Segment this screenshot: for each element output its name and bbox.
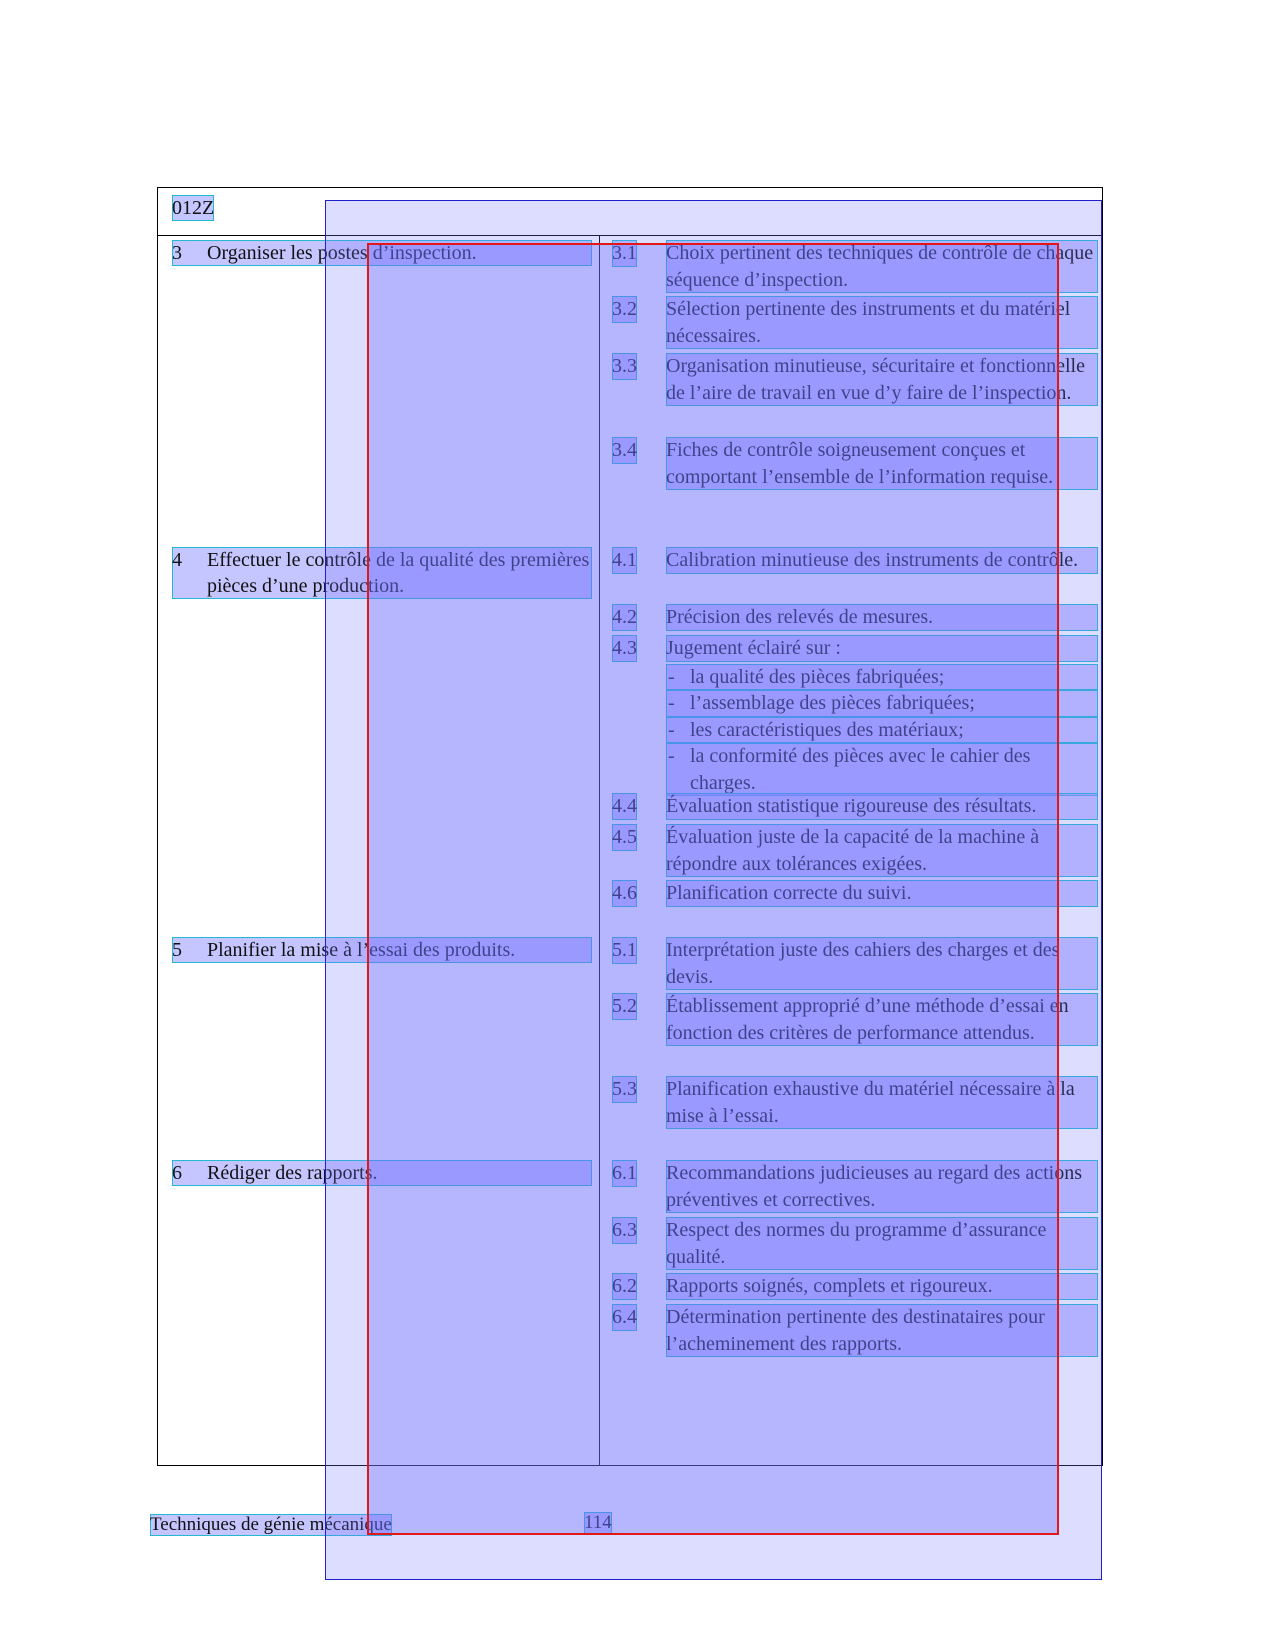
criterion-text: Fiches de contrôle soigneusement conçues et comportant l’ensemble de l’information requise.	[666, 437, 1098, 490]
criterion-text: Précision des relevés de mesures.	[666, 604, 1098, 631]
criterion-item	[612, 240, 1098, 293]
criterion-number: 6.3	[612, 1217, 637, 1244]
criterion-item	[612, 635, 1098, 796]
criterion-item	[612, 824, 1098, 877]
criterion-bullet: - l’assemblage des pièces fabriquées;	[666, 690, 1098, 717]
criterion-item	[612, 353, 1098, 406]
criterion-number: 5.1	[612, 937, 637, 964]
criterion-item	[612, 604, 1098, 631]
criterion-number: 5.3	[612, 1076, 637, 1103]
criterion-text: Établissement approprié d’une méthode d’essai en fonction des critères de performance attendus.	[666, 993, 1098, 1046]
competency-label: Organiser les postes d’inspection.	[207, 242, 477, 264]
criterion-item	[612, 993, 1098, 1046]
criterion-number: 4.6	[612, 880, 637, 907]
footer-page-number: 114	[584, 1512, 612, 1533]
competency-number: 4	[172, 549, 182, 571]
criterion-item	[612, 793, 1098, 820]
criterion-text: Organisation minutieuse, sécuritaire et fonctionnelle de l’aire de travail en vue d’y faire de l’inspection.	[666, 353, 1098, 406]
criterion-number: 4.2	[612, 604, 637, 631]
footer-program-title: Techniques de génie mécanique	[150, 1514, 392, 1535]
criterion-text: Interprétation juste des cahiers des charges et des devis.	[666, 937, 1098, 990]
criterion-text: Jugement éclairé sur :	[666, 635, 1098, 662]
criterion-bullet-list	[666, 664, 1098, 797]
criterion-text: Choix pertinent des techniques de contrôle de chaque séquence d’inspection.	[666, 240, 1098, 293]
criterion-number: 3.4	[612, 437, 637, 464]
criterion-text: Calibration minutieuse des instruments de contrôle.	[666, 547, 1098, 574]
criterion-number: 5.2	[612, 993, 637, 1020]
criterion-text: Planification exhaustive du matériel nécessaire à la mise à l’essai.	[666, 1076, 1098, 1129]
criterion-number: 4.5	[612, 824, 637, 851]
criterion-item	[612, 296, 1098, 349]
competency-label: Planifier la mise à l’essai des produits.	[207, 939, 516, 961]
competency-item	[172, 937, 592, 963]
competency-number: 5	[172, 939, 182, 961]
criterion-item	[612, 437, 1098, 490]
criterion-item	[612, 1076, 1098, 1129]
competency-label: Effectuer le contrôle de la qualité des premières pièces d’une production.	[207, 549, 590, 597]
criterion-item	[612, 1304, 1098, 1357]
criterion-item	[612, 1273, 1098, 1300]
column-divider	[599, 235, 600, 1466]
criterion-number: 3.2	[612, 296, 637, 323]
criterion-number: 6.4	[612, 1304, 637, 1331]
criterion-item	[612, 880, 1098, 907]
program-code: 012Z	[172, 197, 215, 219]
criterion-number: 4.4	[612, 793, 637, 820]
competency-number: 6	[172, 1162, 182, 1184]
criterion-number: 6.1	[612, 1160, 637, 1187]
competency-label: Rédiger des rapports.	[207, 1162, 378, 1184]
criterion-text: Évaluation juste de la capacité de la machine à répondre aux tolérances exigées.	[666, 824, 1098, 877]
criterion-item	[612, 937, 1098, 990]
criterion-text: Rapports soignés, complets et rigoureux.	[666, 1273, 1098, 1300]
competency-item	[172, 1160, 592, 1186]
criterion-number: 3.1	[612, 240, 637, 267]
criterion-text: Recommandations judicieuses au regard des actions préventives et correctives.	[666, 1160, 1098, 1213]
criterion-bullet: - la qualité des pièces fabriquées;	[666, 664, 1098, 691]
criterion-text: Planification correcte du suivi.	[666, 880, 1098, 907]
criterion-item	[612, 1217, 1098, 1270]
criterion-item	[612, 1160, 1098, 1213]
header-divider	[157, 235, 1103, 236]
criterion-text: Respect des normes du programme d’assurance qualité.	[666, 1217, 1098, 1270]
criterion-text: Évaluation statistique rigoureuse des résultats.	[666, 793, 1098, 820]
criterion-number: 3.3	[612, 353, 637, 380]
criterion-number: 6.2	[612, 1273, 637, 1300]
competency-number: 3	[172, 242, 182, 264]
criterion-number: 4.1	[612, 547, 637, 574]
criterion-number: 4.3	[612, 635, 637, 662]
competency-item	[172, 547, 592, 599]
criterion-bullet: - les caractéristiques des matériaux;	[666, 717, 1098, 744]
criterion-item	[612, 547, 1098, 574]
criterion-text: Détermination pertinente des destinataires pour l’acheminement des rapports.	[666, 1304, 1098, 1357]
competency-item	[172, 240, 592, 266]
criterion-bullet: - la conformité des pièces avec le cahier des charges.	[666, 743, 1098, 796]
criterion-text: Sélection pertinente des instruments et du matériel nécessaires.	[666, 296, 1098, 349]
